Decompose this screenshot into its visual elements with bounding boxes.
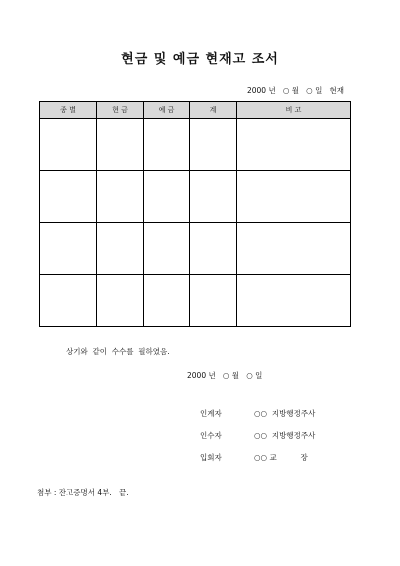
table-cell[interactable] [144, 275, 190, 327]
signatory-name: ○○ 지방행정주사 [254, 409, 316, 418]
as-of-date: 2000 년 ○ 월 ○ 일 현재 [246, 86, 344, 95]
signatory-name: ○○ 교 장 [254, 453, 308, 462]
table-cell[interactable] [144, 119, 190, 171]
signatory-name: ○○ 지방행정주사 [254, 431, 316, 440]
document-title: 현금 및 예금 현재고 조서 [121, 52, 279, 67]
handover-statement: 상기와 같이 수수를 필하였음. [66, 347, 170, 356]
signatory-role: 입회자 [200, 453, 222, 462]
table-cell[interactable] [190, 223, 237, 275]
table-cell[interactable] [190, 119, 237, 171]
table-row [40, 119, 351, 171]
table-cell[interactable] [237, 275, 351, 327]
signatory-witness [200, 452, 308, 488]
table-row [40, 171, 351, 223]
signatory-role: 인수자 [200, 431, 222, 440]
table-cell[interactable] [237, 223, 351, 275]
table-cell[interactable] [237, 119, 351, 171]
signatory-role: 인계자 [200, 409, 222, 418]
table-cell[interactable] [190, 275, 237, 327]
table-cell[interactable] [97, 275, 144, 327]
signing-date: 2000 년 ○ 월 ○ 일 [187, 371, 263, 380]
header-total: 계 [190, 102, 237, 119]
header-cash: 현 금 [97, 102, 144, 119]
table-cell[interactable] [97, 223, 144, 275]
attachment-note: 첨부 : 잔고증명서 4부. 끝. [37, 488, 129, 497]
table-cell[interactable] [144, 223, 190, 275]
table-cell[interactable] [190, 171, 237, 223]
table-cell[interactable] [40, 275, 97, 327]
header-category: 종 별 [40, 102, 97, 119]
table-cell[interactable] [237, 171, 351, 223]
table-header-row [40, 102, 351, 119]
header-deposit: 예 금 [144, 102, 190, 119]
table-cell[interactable] [40, 119, 97, 171]
cash-deposit-table [39, 101, 351, 327]
table-row [40, 275, 351, 327]
table-cell[interactable] [40, 223, 97, 275]
table-cell[interactable] [40, 171, 97, 223]
table-cell[interactable] [97, 119, 144, 171]
table-cell[interactable] [97, 171, 144, 223]
header-remarks: 비 고 [237, 102, 351, 119]
table-cell[interactable] [144, 171, 190, 223]
table-row [40, 223, 351, 275]
